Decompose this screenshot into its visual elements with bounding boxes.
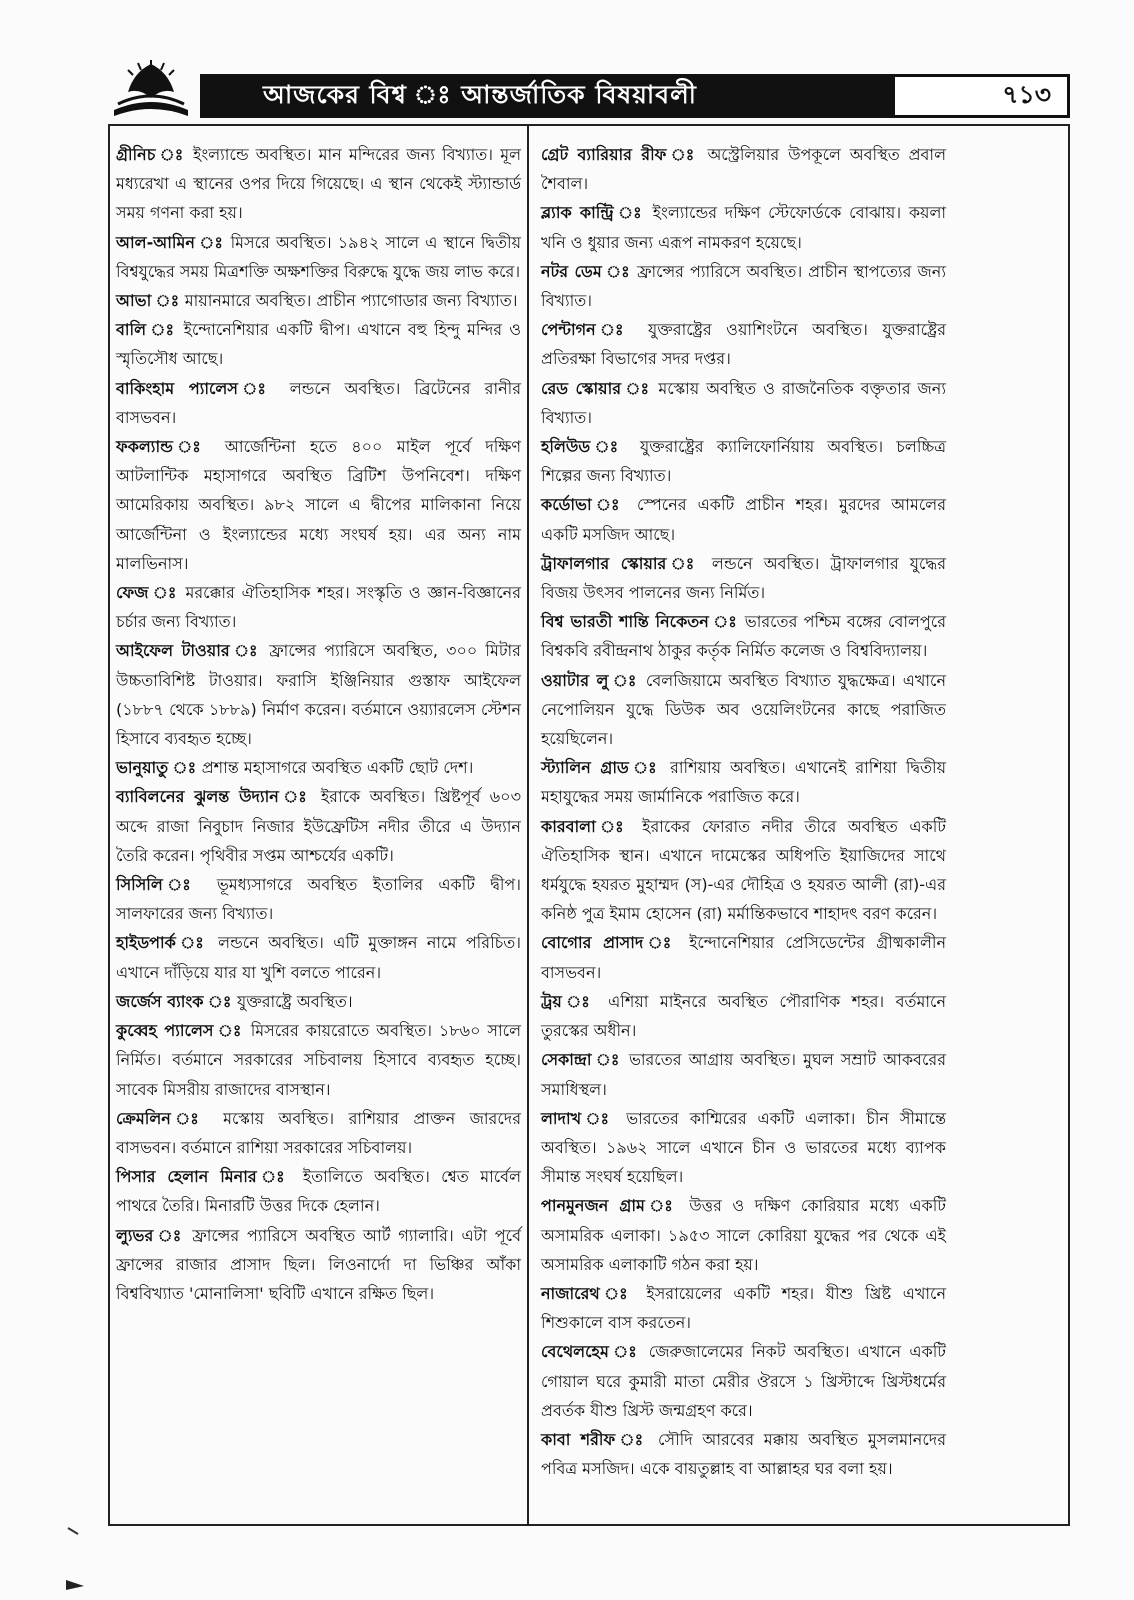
entry <box>116 228 521 286</box>
entry-text: ইন্দোনেশিয়ার প্রেসিডেন্টের গ্রীষ্মকালীন বাসভবন। <box>541 933 946 982</box>
entry <box>116 1016 521 1104</box>
entry-separator: ঃ <box>599 1283 647 1303</box>
entry <box>541 490 946 548</box>
entry-text: ইরাকের ফোরাত নদীর তীরে অবস্থিত একটি ঐতিহাসিক স্থান। এখানে দামেস্কের অধিপতি ইয়াজিদের সাথে ধর্মযুদ্ধে হযরত মুহাম্মদ (স)-এর দৌহিত্র ও হযরত আলী (রা)-এর কনিষ্ঠ পুত্র ইমাম হোসেন (রা) মর্মান্তিকভাবে শাহাদৎ বরণ করেন। <box>541 816 946 924</box>
entry <box>116 432 521 578</box>
entry-separator: ঃ <box>155 145 194 164</box>
entry-separator: ঃ <box>229 641 270 661</box>
entry-term: আভা <box>116 291 152 311</box>
entry-term: ট্রাফালগার স্কোয়ার <box>541 553 667 573</box>
entry-separator: ঃ <box>666 145 708 164</box>
entry-term: ব্যাবিলনের ঝুলন্ত উদ্যান <box>116 787 279 807</box>
entry-term: স্ট্যালিন গ্রাড <box>541 758 629 778</box>
entry <box>541 432 946 490</box>
entry-term: ব্ল্যাক কান্ট্রি <box>541 203 614 223</box>
entry <box>541 140 946 198</box>
entry-text: যুক্তরাষ্ট্রের ওয়াশিংটনে অবস্থিত। যুক্তরাষ্ট্রের প্রতিরক্ষা বিভাগের সদর দপ্তর। <box>541 320 946 369</box>
entry <box>116 1104 521 1162</box>
entry-separator: ঃ <box>644 1196 690 1216</box>
entry-separator: ঃ <box>591 495 637 515</box>
right-column <box>541 140 946 1483</box>
entry <box>541 1337 946 1425</box>
entry <box>541 607 946 665</box>
entry-text: স্পেনের একটি প্রাচীন শহর। মুরদের আমলের একটি মসজিদ আছে। <box>541 495 946 544</box>
entry-term: ক্রেমলিন <box>116 1108 171 1128</box>
entry-text: যুক্তরাষ্ট্রে অবস্থিত। <box>236 991 353 1011</box>
entry-separator: ঃ <box>608 1342 649 1362</box>
entry-term: পানমুনজন গ্রাম <box>541 1196 645 1216</box>
entry-term: কুব্বেহ প্যালেস <box>116 1021 214 1041</box>
entry-term: সিসিলি <box>116 875 163 895</box>
entry-text: আর্জেন্টিনা হতে ৪০০ মাইল পূর্বে দক্ষিণ আটলান্টিক মহাসাগরে অবস্থিত ব্রিটিশ উপনিবেশ। দক্ষিণ আমেরিকায় অবস্থিত। ৯৮২ সালে এ দ্বীপের মালিকানা নিয়ে আর্জেন্টিনা ও ইংল্যান্ডের মধ্যে সংঘর্ষ হয়। এর অন্য নাম মালভিনাস। <box>116 437 521 573</box>
entry-separator: ঃ <box>146 320 184 340</box>
entry-separator: ঃ <box>153 1225 193 1245</box>
scan-marks-icon <box>60 1520 100 1590</box>
entry-text: ফ্রান্সের প্যারিসে অবস্থিত, ৩০০ মিটার উচ্চতাবিশিষ্ট টাওয়ার। ফরাসি ইঞ্জিনিয়ার গুস্তাফ আইফেল (১৮৮৭ থেকে ১৮৮৯) নির্মাণ করেন। বর্তমানে ওয়্যারলেস স্টেশন হিসাবে ব্যবহৃত হচ্ছে। <box>116 641 521 749</box>
entry-text: লন্ডনে অবস্থিত। ট্রাফালগার যুদ্ধের বিজয় উৎসব পালনের জন্য নির্মিত। <box>541 553 946 603</box>
entry-text: মরক্কোর ঐতিহাসিক শহর। সংস্কৃতি ও জ্ঞান-বিজ্ঞানের চর্চার জন্য বিখ্যাত। <box>116 583 522 632</box>
entry-text: মস্কোয় অবস্থিত ও রাজনৈতিক বক্তৃতার জন্য বিখ্যাত। <box>541 378 946 427</box>
entry <box>541 1045 946 1103</box>
entry-term: আল-আমিন <box>116 232 195 252</box>
entry-term: বেথেলহেম <box>541 1342 609 1362</box>
entry-text: মায়ানমারে অবস্থিত। প্রাচীন প্যাগোডার জন্য বিখ্যাত। <box>184 291 518 311</box>
entry-term: পিসার হেলান মিনার <box>116 1167 257 1187</box>
entry-text: এশিয়া মাইনরে অবস্থিত পৌরাণিক শহর। বর্তমানে তুরস্কের অধীন। <box>541 991 946 1041</box>
entry-separator: ঃ <box>621 378 659 398</box>
entry <box>541 753 946 811</box>
entry-term: কর্ডোভা <box>541 495 592 515</box>
entry-term: ফকল্যান্ড <box>116 437 173 457</box>
entry-text: লন্ডনে অবস্থিত। ব্রিটেনের রানীর বাসভবন। <box>116 378 522 427</box>
entry-separator: ঃ <box>601 261 638 281</box>
entry-term: নাজারেথ <box>541 1283 600 1303</box>
entry-separator: ঃ <box>168 758 202 778</box>
entry-separator: ঃ <box>162 875 217 895</box>
entry-separator: ঃ <box>278 787 321 807</box>
entry <box>541 374 946 432</box>
entry-text: ফ্রান্সের প্যারিসে অবস্থিত। প্রাচীন স্থাপত্যের জন্য বিখ্যাত। <box>541 261 946 311</box>
entry-text: অস্ট্রেলিয়ার উপকূলে অবস্থিত প্রবাল শৈবাল। <box>541 145 946 194</box>
entry <box>541 987 946 1045</box>
entry <box>541 198 946 256</box>
entry-separator: ঃ <box>590 437 640 457</box>
entry-text: ইংল্যান্ডে অবস্থিত। মান মন্দিরের জন্য বিখ্যাত। মূল মধ্যরেখা এ স্থানের ওপর দিয়ে গিয়েছে। এ স্থান থেকেই স্ট্যান্ডার্ড সময় গণনা করা হয়। <box>116 145 522 223</box>
entry-term: সেকান্দ্রা <box>541 1050 592 1070</box>
entry-term: ল্যুভর <box>116 1225 154 1245</box>
entry <box>541 1279 946 1337</box>
entry <box>116 374 521 432</box>
entry-separator: ঃ <box>151 291 185 311</box>
entry-term: গ্রীনিচ <box>116 145 156 164</box>
entry <box>116 870 521 928</box>
entry <box>116 1221 521 1309</box>
entry <box>116 578 521 636</box>
entry-separator: ঃ <box>256 1167 303 1187</box>
entry-text: মস্কোয় অবস্থিত। রাশিয়ার প্রাক্তন জারদের বাসভবন। বর্তমানে রাশিয়া সরকারের সচিবালয়। <box>116 1108 521 1157</box>
entry-text: মিসরের কায়রোতে অবস্থিত। ১৮৬০ সালে নির্মিত। বর্তমানে সরকারের সচিবালয় হিসাবে ব্যবহৃত হচ্ছে। সাবেক মিসরীয় রাজাদের বাসস্থান। <box>116 1021 521 1099</box>
entry <box>541 928 946 986</box>
page-title: আজকের বিশ্ব ঃ আন্তর্জাতিক বিষয়াবলী <box>263 79 697 109</box>
page-number: ৭১৩ <box>895 77 1067 115</box>
entry <box>116 286 521 315</box>
book-emblem-icon <box>108 58 194 120</box>
entry-term: ট্রয় <box>541 991 562 1011</box>
entry-separator: ঃ <box>172 437 225 457</box>
entry-text: প্রশান্ত মহাসাগরে অবস্থিত একটি ছোট দেশ। <box>201 758 474 778</box>
entry-text: মিসরে অবস্থিত। ১৯৪২ সালে এ স্থানে দ্বিতীয় বিশ্বযুদ্ধের সময় মিত্রশক্তি অক্ষশক্তির বিরুদ্ধে যুদ্ধে জয় লাভ করে। <box>116 232 521 281</box>
entry-separator: ঃ <box>170 1108 224 1128</box>
entry <box>116 782 521 870</box>
entry-text: রাশিয়ায় অবস্থিত। এখানেই রাশিয়া দ্বিতীয় মহাযুদ্ধের সময় জার্মানিকে পরাজিত করে। <box>541 758 946 807</box>
entry-term: লাদাখ <box>541 1108 582 1128</box>
entry <box>116 1162 521 1220</box>
entry-term: আইফেল টাওয়ার <box>116 641 230 661</box>
entry-text: ইরাকে অবস্থিত। খ্রিষ্টপূর্ব ৬০৩ অব্দে রাজা নিবুচাদ নিজার ইউফ্রেটিস নদীর তীরে এ উদ্যান তৈরি করেন। পৃথিবীর সপ্তম আশ্চর্যের একটি। <box>116 787 521 865</box>
entry-text: উত্তর ও দক্ষিণ কোরিয়ার মধ্যে একটি অসামরিক এলাকা। ১৯৫৩ সালে কোরিয়া যুদ্ধের পর থেকে এই অসামরিক এলাকাটি গঠন করা হয়। <box>541 1196 947 1274</box>
entry-text: ইতালিতে অবস্থিত। শ্বেত মার্বেল পাথরে তৈরি। মিনারটি উত্তর দিকে হেলান। <box>116 1167 521 1216</box>
entry-separator: ঃ <box>148 583 186 603</box>
entry <box>116 753 521 782</box>
column-divider <box>527 124 529 1526</box>
entry-text: বেলজিয়ামে অবস্থিত বিখ্যাত যুদ্ধক্ষেত্র। এখানে নেপোলিয়ন যুদ্ধে ডিউক অব ওয়েলিংটনের কাছে পরাজিত হয়েছিলেন। <box>541 670 946 749</box>
entry <box>116 928 521 986</box>
entry-separator: ঃ <box>595 320 649 340</box>
entry-separator: ঃ <box>194 232 231 252</box>
entry-text: ইংল্যান্ডের দক্ষিণ স্টেফোর্ডকে বোঝায়। কয়লা খনি ও ধুয়ার জন্য এরূপ নামকরণ হয়েছে। <box>541 203 947 252</box>
entry-term: বালি <box>116 320 147 340</box>
entry-separator: ঃ <box>608 670 646 690</box>
entry-separator: ঃ <box>666 553 712 573</box>
entry-term: হলিউড <box>541 437 591 457</box>
entry-term: কাবা শরীফ <box>541 1429 616 1449</box>
entry-term: নটর ডেম <box>541 261 602 281</box>
entry <box>541 1425 946 1483</box>
entry-text: ইন্দোনেশিয়ার একটি দ্বীপ। এখানে বহু হিন্দু মন্দির ও স্মৃতিসৌধ আছে। <box>116 320 521 369</box>
entry-separator: ঃ <box>643 933 690 953</box>
entry-term: ফেজ <box>116 583 149 603</box>
entry <box>541 549 946 607</box>
entry-separator: ঃ <box>595 816 643 836</box>
entry <box>116 987 521 1016</box>
entry-separator: ঃ <box>561 991 609 1011</box>
entry-term: হাইডপার্ক <box>116 933 176 953</box>
entry-term: ওয়াটার লু <box>541 670 609 690</box>
entry <box>541 1191 946 1279</box>
entry-separator: ঃ <box>591 1050 629 1070</box>
entry-term: ভানুয়াতু <box>116 758 169 778</box>
entry-separator: ঃ <box>628 758 671 778</box>
entry-term: রেড স্কোয়ার <box>541 378 622 398</box>
entry <box>541 812 946 929</box>
entry <box>541 666 946 754</box>
entry-text: ভূমধ্যসাগরে অবস্থিত ইতালির একটি দ্বীপ। সালফারের জন্য বিখ্যাত। <box>116 875 522 924</box>
entry-text: ভারতের কাশ্মিরের একটি এলাকা। চীন সীমান্তে অবস্থিত। ১৯৬২ সালে এখানে চীন ও ভারতের মধ্যে ব্যাপক সীমান্ত সংঘর্ষ হয়েছিল। <box>541 1108 946 1187</box>
entry-separator: ঃ <box>615 1429 659 1449</box>
entry-text: ফ্রান্সের প্যারিসে অবস্থিত আর্ট গ্যালারি। এটা পূর্বে ফ্রান্সের রাজার প্রাসাদ ছিল। লিওনার্দো দা ভিঞ্চির আঁকা বিশ্ববিখ্যাত 'মোনালিসা' ছবিটি এখানে রক্ষিত ছিল। <box>116 1225 522 1303</box>
entry-text: ইসরায়েলের একটি শহর। যীশু খ্রিষ্ট এখানে শিশুকালে বাস করতেন। <box>541 1283 947 1333</box>
entry-separator: ঃ <box>708 612 745 632</box>
entry-text: ভারতের পশ্চিম বঙ্গের বোলপুরে বিশ্বকবি রবীন্দ্রনাথ ঠাকুর কর্তৃক নির্মিত কলেজ ও বিশ্ববিদ্যালয়। <box>541 612 947 661</box>
entry-separator: ঃ <box>237 378 290 398</box>
entry-text: সৌদি আরবের মক্কায় অবস্থিত মুসলমানদের পবিত্র মসজিদ। একে বায়তুল্লাহ বা আল্লাহর ঘর বলা হয়। <box>541 1429 946 1479</box>
entry <box>541 257 946 315</box>
entry-text: জেরুজালেমের নিকট অবস্থিত। এখানে একটি গোয়াল ঘরে কুমারী মাতা মেরীর ঔরসে ১ খ্রিস্টাব্দে খ্রিস্টধর্মের প্রবর্তক যীশু খ্রিস্ট জন্মগ্রহণ করে। <box>541 1342 946 1420</box>
entry-text: যুক্তরাষ্ট্রের ক্যালিফোর্নিয়ায় অবস্থিত। চলচ্চিত্র শিল্পের জন্য বিখ্যাত। <box>541 437 946 486</box>
entry-term: জর্জেস ব্যাংক <box>116 991 204 1011</box>
entry-term: পেন্টাগন <box>541 320 596 340</box>
entry <box>116 636 521 753</box>
left-column <box>116 140 521 1308</box>
entry-term: গ্রেট ব্যারিয়ার রীফ <box>541 145 667 164</box>
entry <box>116 315 521 373</box>
entry-term: বাকিংহাম প্যালেস <box>116 378 238 398</box>
entry-text: ভারতের আগ্রায় অবস্থিত। মুঘল সম্রাট আকবরের সমাধিস্থল। <box>541 1050 946 1099</box>
entry-term: বিশ্ব ভারতী শান্তি নিকেতন <box>541 612 709 632</box>
entry-separator: ঃ <box>203 991 237 1011</box>
entry-term: বোগোর প্রাসাদ <box>541 933 644 953</box>
entry <box>541 315 946 373</box>
entry-separator: ঃ <box>581 1108 627 1128</box>
entry-separator: ঃ <box>613 203 653 223</box>
entry-text: লন্ডনে অবস্থিত। এটি মুক্তাঙ্গন নামে পরিচিত। এখানে দাঁড়িয়ে যার যা খুশি বলতে পারেন। <box>116 933 522 982</box>
entry-term: কারবালা <box>541 816 596 836</box>
entry <box>116 140 521 228</box>
entry-separator: ঃ <box>175 933 219 953</box>
entry <box>541 1104 946 1192</box>
entry-separator: ঃ <box>213 1021 251 1041</box>
